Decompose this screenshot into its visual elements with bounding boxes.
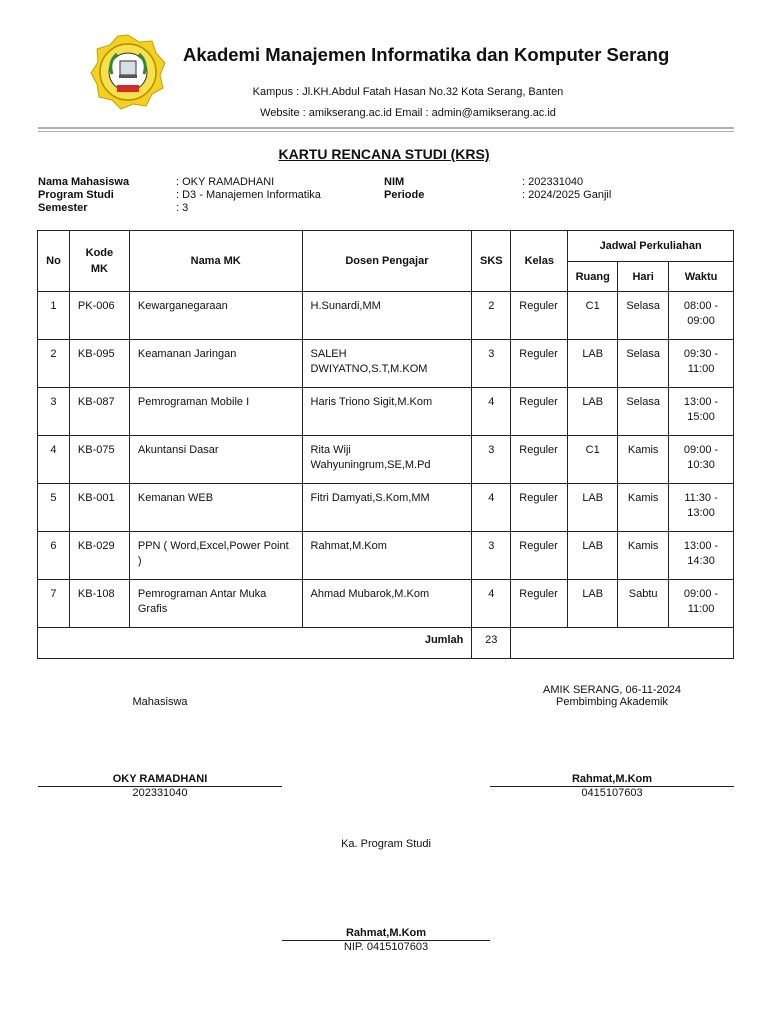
cell-lecturer: Ahmad Mubarok,M.Kom (302, 580, 472, 628)
header-schedule: Jadwal Perkuliahan (568, 231, 734, 262)
institution-name: Akademi Manajemen Informatika dan Komputer Serang (183, 44, 670, 65)
cell-day: Selasa (618, 292, 669, 340)
cell-class: Reguler (511, 580, 568, 628)
table-row (38, 436, 734, 484)
total-label: Jumlah (38, 628, 472, 659)
table-row (38, 292, 734, 340)
course-table (37, 230, 734, 659)
cell-lecturer: SALEH DWIYATNO,S.T,M.KOM (302, 340, 472, 388)
cell-room: C1 (568, 436, 618, 484)
table-row (38, 340, 734, 388)
header-code: Kode MK (69, 231, 129, 292)
advisor-sign-id: 0415107603 (581, 787, 643, 799)
institution-logo (90, 34, 166, 110)
cell-no: 2 (38, 340, 70, 388)
cell-time: 13:00 - 15:00 (669, 388, 734, 436)
cell-class: Reguler (511, 532, 568, 580)
table-row (38, 532, 734, 580)
header-time: Waktu (669, 262, 734, 292)
table-row (38, 484, 734, 532)
cell-course: Keamanan Jaringan (129, 340, 302, 388)
header-course: Nama MK (129, 231, 302, 292)
cell-code: KB-095 (69, 340, 129, 388)
semester-label: Semester (38, 202, 88, 214)
cell-lecturer: Fitri Damyati,S.Kom,MM (302, 484, 472, 532)
cell-no: 6 (38, 532, 70, 580)
cell-no: 3 (38, 388, 70, 436)
cell-time: 11:30 - 13:00 (669, 484, 734, 532)
semester-value: : 3 (176, 202, 189, 214)
nim-label: NIM (384, 176, 405, 188)
nim-value: : 202331040 (522, 176, 584, 188)
contact-info: Website : amikserang.ac.id Email : admin@amikserang.ac.id (260, 107, 556, 119)
cell-day: Selasa (618, 340, 669, 388)
program-label: Program Studi (38, 189, 114, 201)
cell-code: KB-029 (69, 532, 129, 580)
cell-room: C1 (568, 292, 618, 340)
cell-class: Reguler (511, 436, 568, 484)
cell-lecturer: H.Sunardi,MM (302, 292, 472, 340)
cell-room: LAB (568, 484, 618, 532)
head-sign-name: Rahmat,M.Kom (345, 927, 427, 939)
cell-day: Selasa (618, 388, 669, 436)
cell-lecturer: Haris Triono Sigit,M.Kom (302, 388, 472, 436)
student-name-value: : OKY RAMADHANI (176, 176, 275, 188)
header-divider-thin (38, 131, 734, 132)
cell-course: Kemanan WEB (129, 484, 302, 532)
cell-sks: 3 (472, 436, 511, 484)
header-lecturer: Dosen Pengajar (302, 231, 472, 292)
cell-course: Kewarganegaraan (129, 292, 302, 340)
cell-room: LAB (568, 388, 618, 436)
total-empty (511, 628, 734, 659)
head-role: Ka. Program Studi (341, 838, 431, 850)
campus-address: Kampus : Jl.KH.Abdul Fatah Hasan No.32 Kota Serang, Banten (252, 86, 564, 98)
cell-room: LAB (568, 532, 618, 580)
student-name-label: Nama Mahasiswa (38, 176, 130, 188)
program-value: : D3 - Manajemen Informatika (176, 189, 321, 201)
cell-code: PK-006 (69, 292, 129, 340)
header-no: No (38, 231, 70, 292)
cell-sks: 4 (472, 580, 511, 628)
student-sign-id: 202331040 (132, 787, 188, 799)
cell-class: Reguler (511, 340, 568, 388)
header-class: Kelas (511, 231, 568, 292)
cell-no: 7 (38, 580, 70, 628)
advisor-sign-name: Rahmat,M.Kom (571, 773, 653, 785)
cell-no: 4 (38, 436, 70, 484)
cell-time: 09:30 - 11:00 (669, 340, 734, 388)
cell-code: KB-075 (69, 436, 129, 484)
head-sign-id: NIP. 0415107603 (343, 941, 429, 953)
cell-room: LAB (568, 340, 618, 388)
cell-time: 09:00 - 10:30 (669, 436, 734, 484)
header-sks: SKS (472, 231, 511, 292)
cell-course: Akuntansi Dasar (129, 436, 302, 484)
cell-lecturer: Rita Wiji Wahyuningrum,SE,M.Pd (302, 436, 472, 484)
cell-code: KB-001 (69, 484, 129, 532)
cell-course: Pemrograman Antar Muka Grafis (129, 580, 302, 628)
cell-sks: 4 (472, 388, 511, 436)
cell-time: 13:00 - 14:30 (669, 532, 734, 580)
total-sks: 23 (472, 628, 511, 659)
cell-sks: 2 (472, 292, 511, 340)
period-label: Periode (384, 189, 425, 201)
table-row (38, 388, 734, 436)
cell-day: Sabtu (618, 580, 669, 628)
cell-lecturer: Rahmat,M.Kom (302, 532, 472, 580)
cell-class: Reguler (511, 292, 568, 340)
cell-code: KB-087 (69, 388, 129, 436)
table-row (38, 580, 734, 628)
advisor-role: Pembimbing Akademik (556, 696, 668, 708)
student-sign-name: OKY RAMADHANI (112, 773, 208, 785)
cell-day: Kamis (618, 484, 669, 532)
header-room: Ruang (568, 262, 618, 292)
cell-class: Reguler (511, 484, 568, 532)
cell-course: Pemrograman Mobile I (129, 388, 302, 436)
cell-course: PPN ( Word,Excel,Power Point ) (129, 532, 302, 580)
cell-sks: 4 (472, 484, 511, 532)
cell-day: Kamis (618, 532, 669, 580)
period-value: : 2024/2025 Ganjil (522, 189, 612, 201)
cell-room: LAB (568, 580, 618, 628)
cell-time: 09:00 - 11:00 (669, 580, 734, 628)
place-date: AMIK SERANG, 06-11-2024 (543, 684, 681, 696)
cell-day: Kamis (618, 436, 669, 484)
student-role: Mahasiswa (132, 696, 188, 708)
header-day: Hari (618, 262, 669, 292)
document-title: KARTU RENCANA STUDI (KRS) (278, 146, 490, 162)
cell-class: Reguler (511, 388, 568, 436)
header-divider (38, 127, 734, 129)
cell-no: 1 (38, 292, 70, 340)
cell-code: KB-108 (69, 580, 129, 628)
cell-time: 08:00 - 09:00 (669, 292, 734, 340)
cell-sks: 3 (472, 532, 511, 580)
cell-no: 5 (38, 484, 70, 532)
cell-sks: 3 (472, 340, 511, 388)
